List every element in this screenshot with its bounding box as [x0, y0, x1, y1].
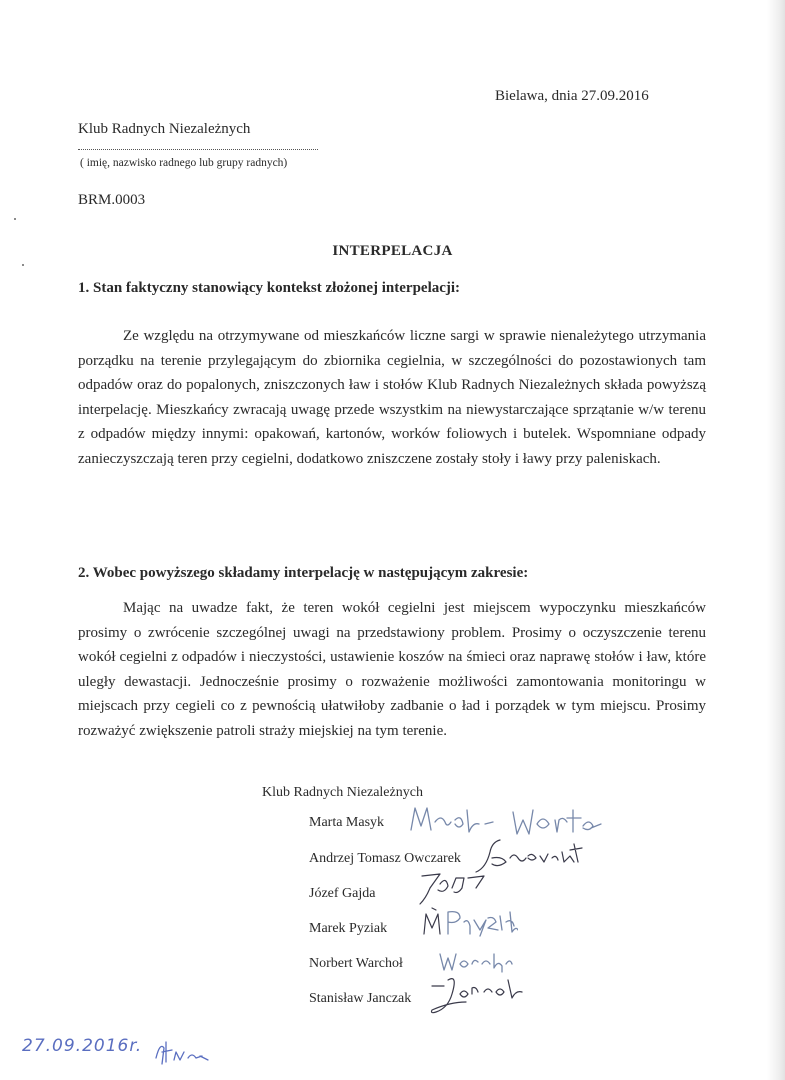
signature-marek-pyziak [418, 904, 518, 942]
handwritten-date: 27.09.2016r. [22, 1036, 143, 1056]
section1-text: Ze względu na otrzymywane od mieszkańców liczne sargi w sprawie nienależytego utrzymania porządku na terenie przylegającym do zbiornika cegielnia, w szczególności do pozostawionych tam odpadów oraz do popalonych, zniszczonych ław i stołów Klub Radnych Niezależnych składa powyższą interpelację. Mieszkańcy zwracają uwagę przede wszystkim na niewystarczające sprzątanie w/w terenu z odpadów między innymi: opakowań, kartonów, worków foliowych i butelek. Wspomniane odpady zanieczyszczają teren przy cegielni, dodatkowo zniszczene zostały stoły i ławy przy paleniskach. [78, 328, 706, 467]
signature-jozef-gajda [412, 866, 502, 908]
scan-speck [22, 264, 24, 266]
document-title: INTERPELACJA [332, 243, 453, 259]
sender-name: Klub Radnych Niezależnych [78, 121, 251, 137]
section2-heading: 2. Wobec powyższego składamy interpelację w następującym zakresie: [78, 565, 529, 581]
sender-hint: ( imię, nazwisko radnego lub grupy radnych) [80, 157, 288, 169]
member-name: Norbert Warchoł [309, 956, 403, 971]
reference-number: BRM.0003 [78, 192, 146, 208]
member-name: Marta Masyk [309, 815, 385, 830]
member-name: Józef Gajda [309, 886, 376, 901]
section1-paragraph [78, 324, 706, 472]
signatures-club: Klub Radnych Niezależnych [262, 785, 423, 800]
member-name: Stanisław Janczak [309, 991, 412, 1006]
signature-stanislaw-janczak [430, 972, 540, 1020]
member-name: Andrzej Tomasz Owczarek [309, 851, 461, 866]
section1-heading: 1. Stan faktyczny stanowiący kontekst złożonej interpelacji: [78, 280, 461, 296]
place-date: Bielawa, dnia 27.09.2016 [495, 88, 649, 104]
section2-paragraph [78, 596, 706, 744]
page-edge-shadow [767, 0, 785, 1080]
section2-text: Mając na uwadze fakt, że teren wokół cegielni jest miejscem wypoczynku mieszkańców prosimy o zwrócenie szczególnej uwagi na przedstawiony problem. Prosimy o oczyszczenie terenu wokół cegielni z odpadów i nieczystości, ustawienie koszów na śmieci oraz naprawę stołów i ław, które uległy dewastacji. Jednocześnie prosimy o rozważenie możliwości zamontowania monitoringu w miejscach przy cegieli co z pewnością ułatwiłoby zadbanie o ład i porządek w tym miejscu. Prosimy rozważyć zwiększenie patroli straży miejskiej na tym terenie. [78, 600, 706, 739]
member-name: Marek Pyziak [309, 921, 388, 936]
dotted-line [78, 143, 318, 150]
scan-speck [14, 218, 16, 220]
handwritten-initials [150, 1036, 220, 1070]
signature-marta-masyk [405, 800, 605, 840]
